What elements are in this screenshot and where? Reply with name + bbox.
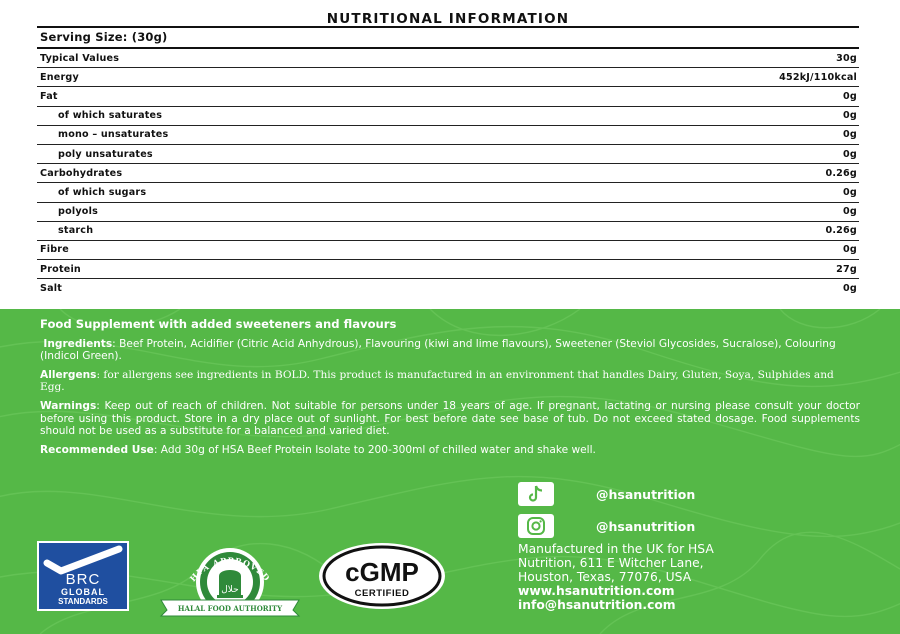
supplement-heading: Food Supplement with added sweeteners and flavours bbox=[40, 317, 397, 331]
nutrient-value: 27g bbox=[836, 263, 857, 275]
manufacturer-address bbox=[518, 542, 714, 612]
allergens-text: : for allergens see ingredients in BOLD. This product is manufactured in an environment that handles Dairy, Gluten, Soya, Sulphides and Egg. bbox=[40, 368, 834, 394]
allergens-paragraph bbox=[40, 369, 860, 394]
address-line-2: Nutrition, 611 E Witcher Lane, bbox=[518, 556, 704, 570]
nutrient-value: 0g bbox=[843, 244, 857, 256]
ingredients-label: Ingredients bbox=[43, 337, 113, 350]
info-panel bbox=[0, 309, 900, 634]
table-row bbox=[37, 240, 859, 259]
table-row bbox=[37, 182, 859, 201]
nutrient-value: 0g bbox=[843, 148, 857, 160]
brc-logo bbox=[37, 541, 129, 611]
allergens-label: Allergens bbox=[40, 368, 97, 381]
nutrient-label: polyols bbox=[58, 206, 98, 218]
nutrient-value: 0.26g bbox=[825, 167, 857, 179]
instagram-handle: @hsanutrition bbox=[596, 518, 696, 534]
nutrient-label: poly unsaturates bbox=[58, 148, 153, 160]
nutrient-value: 0.26g bbox=[825, 225, 857, 237]
nutrient-value: 0g bbox=[843, 90, 857, 102]
instagram-row[interactable] bbox=[518, 514, 695, 538]
warnings-paragraph bbox=[40, 400, 860, 438]
ingredients-paragraph bbox=[40, 338, 860, 363]
table-row bbox=[37, 278, 859, 297]
brc-standards: STANDARDS bbox=[58, 597, 108, 606]
address-line-3: Houston, Texas, 77076, USA bbox=[518, 570, 692, 584]
nutrient-label: Fat bbox=[40, 90, 58, 102]
nutrient-value: 0g bbox=[843, 110, 857, 122]
hfa-top-text: HFA APPROVED bbox=[187, 555, 273, 584]
nutrition-panel bbox=[37, 0, 859, 297]
table-row bbox=[37, 125, 859, 144]
serving-size: Serving Size: (30g) bbox=[40, 30, 168, 44]
nutrient-label: Energy bbox=[40, 71, 79, 83]
hfa-seal-graphic bbox=[155, 538, 305, 618]
brc-global: GLOBAL bbox=[61, 587, 105, 597]
nutrient-label: Salt bbox=[40, 282, 63, 294]
nutrient-label: starch bbox=[58, 225, 94, 237]
nutrient-value: 0g bbox=[843, 186, 857, 198]
address-line-1: Manufactured in the UK for HSA bbox=[518, 542, 714, 556]
ingredients-text: : Beef Protein, Acidifier (Citric Acid Anhydrous), Flavouring (kiwi and lime flavours), Sweetener (Steviol Glycosides, Sucralose), Colouring (Indicol Green). bbox=[40, 337, 836, 363]
halal-arabic-text: حلال bbox=[221, 585, 239, 595]
hfa-halal-logo bbox=[155, 538, 305, 618]
brc-wordmark: BRC bbox=[65, 571, 101, 588]
table-row bbox=[37, 221, 859, 240]
instagram-icon bbox=[518, 514, 554, 538]
table-row bbox=[37, 86, 859, 105]
cgmp-certified: CERTIFIED bbox=[354, 588, 410, 599]
brc-text bbox=[39, 573, 127, 606]
table-row bbox=[37, 144, 859, 163]
table-row bbox=[37, 106, 859, 125]
nutrient-label: Fibre bbox=[40, 244, 69, 256]
cgmp-badge-graphic bbox=[317, 541, 447, 611]
serving-column-label: 30g bbox=[836, 52, 857, 64]
hfa-bottom-text: HALAL FOOD AUTHORITY bbox=[177, 604, 283, 613]
tiktok-icon bbox=[518, 482, 554, 506]
table-row bbox=[37, 67, 859, 86]
table-row bbox=[37, 202, 859, 221]
usage-text: : Add 30g of HSA Beef Protein Isolate to 200-300ml of chilled water and shake well. bbox=[153, 443, 596, 456]
nutrient-value: 0g bbox=[843, 206, 857, 218]
table-row bbox=[37, 163, 859, 182]
nutrient-label: of which saturates bbox=[58, 110, 163, 122]
warnings-label: Warnings bbox=[40, 399, 97, 412]
cgmp-wordmark: cGMP bbox=[345, 557, 419, 587]
table-header-row bbox=[37, 49, 859, 67]
nutrition-rows bbox=[37, 67, 859, 297]
email-link[interactable]: info@hsanutrition.com bbox=[518, 598, 676, 612]
nutrient-label: Protein bbox=[40, 263, 81, 275]
nutrient-label: Carbohydrates bbox=[40, 167, 123, 179]
typical-values-label: Typical Values bbox=[40, 52, 120, 64]
nutrient-label: of which sugars bbox=[58, 186, 147, 198]
website-link[interactable]: www.hsanutrition.com bbox=[518, 584, 675, 598]
warnings-text: : Keep out of reach of children. Not suitable for persons under 18 years of age. If pregnant, lactating or nursing please consult your doctor before using this product. Store in a dry place out of sunlight. For best before date see base of tub. Do not exceed stated dosage. Food supplements should not be used as a substitute for a balanced and varied diet. bbox=[40, 399, 860, 438]
nutrient-value: 0g bbox=[843, 282, 857, 294]
usage-label: Recommended Use bbox=[40, 443, 154, 456]
info-text bbox=[40, 318, 860, 462]
nutrition-title: NUTRITIONAL INFORMATION bbox=[326, 11, 570, 27]
usage-paragraph bbox=[40, 444, 860, 457]
table-row bbox=[37, 259, 859, 278]
nutrient-value: 452kJ/110kcal bbox=[779, 71, 857, 83]
tiktok-handle: @hsanutrition bbox=[596, 486, 696, 502]
nutrient-value: 0g bbox=[843, 129, 857, 141]
cgmp-logo bbox=[317, 541, 447, 611]
nutrient-label: mono – unsaturates bbox=[58, 129, 169, 141]
tiktok-row[interactable] bbox=[518, 482, 695, 506]
